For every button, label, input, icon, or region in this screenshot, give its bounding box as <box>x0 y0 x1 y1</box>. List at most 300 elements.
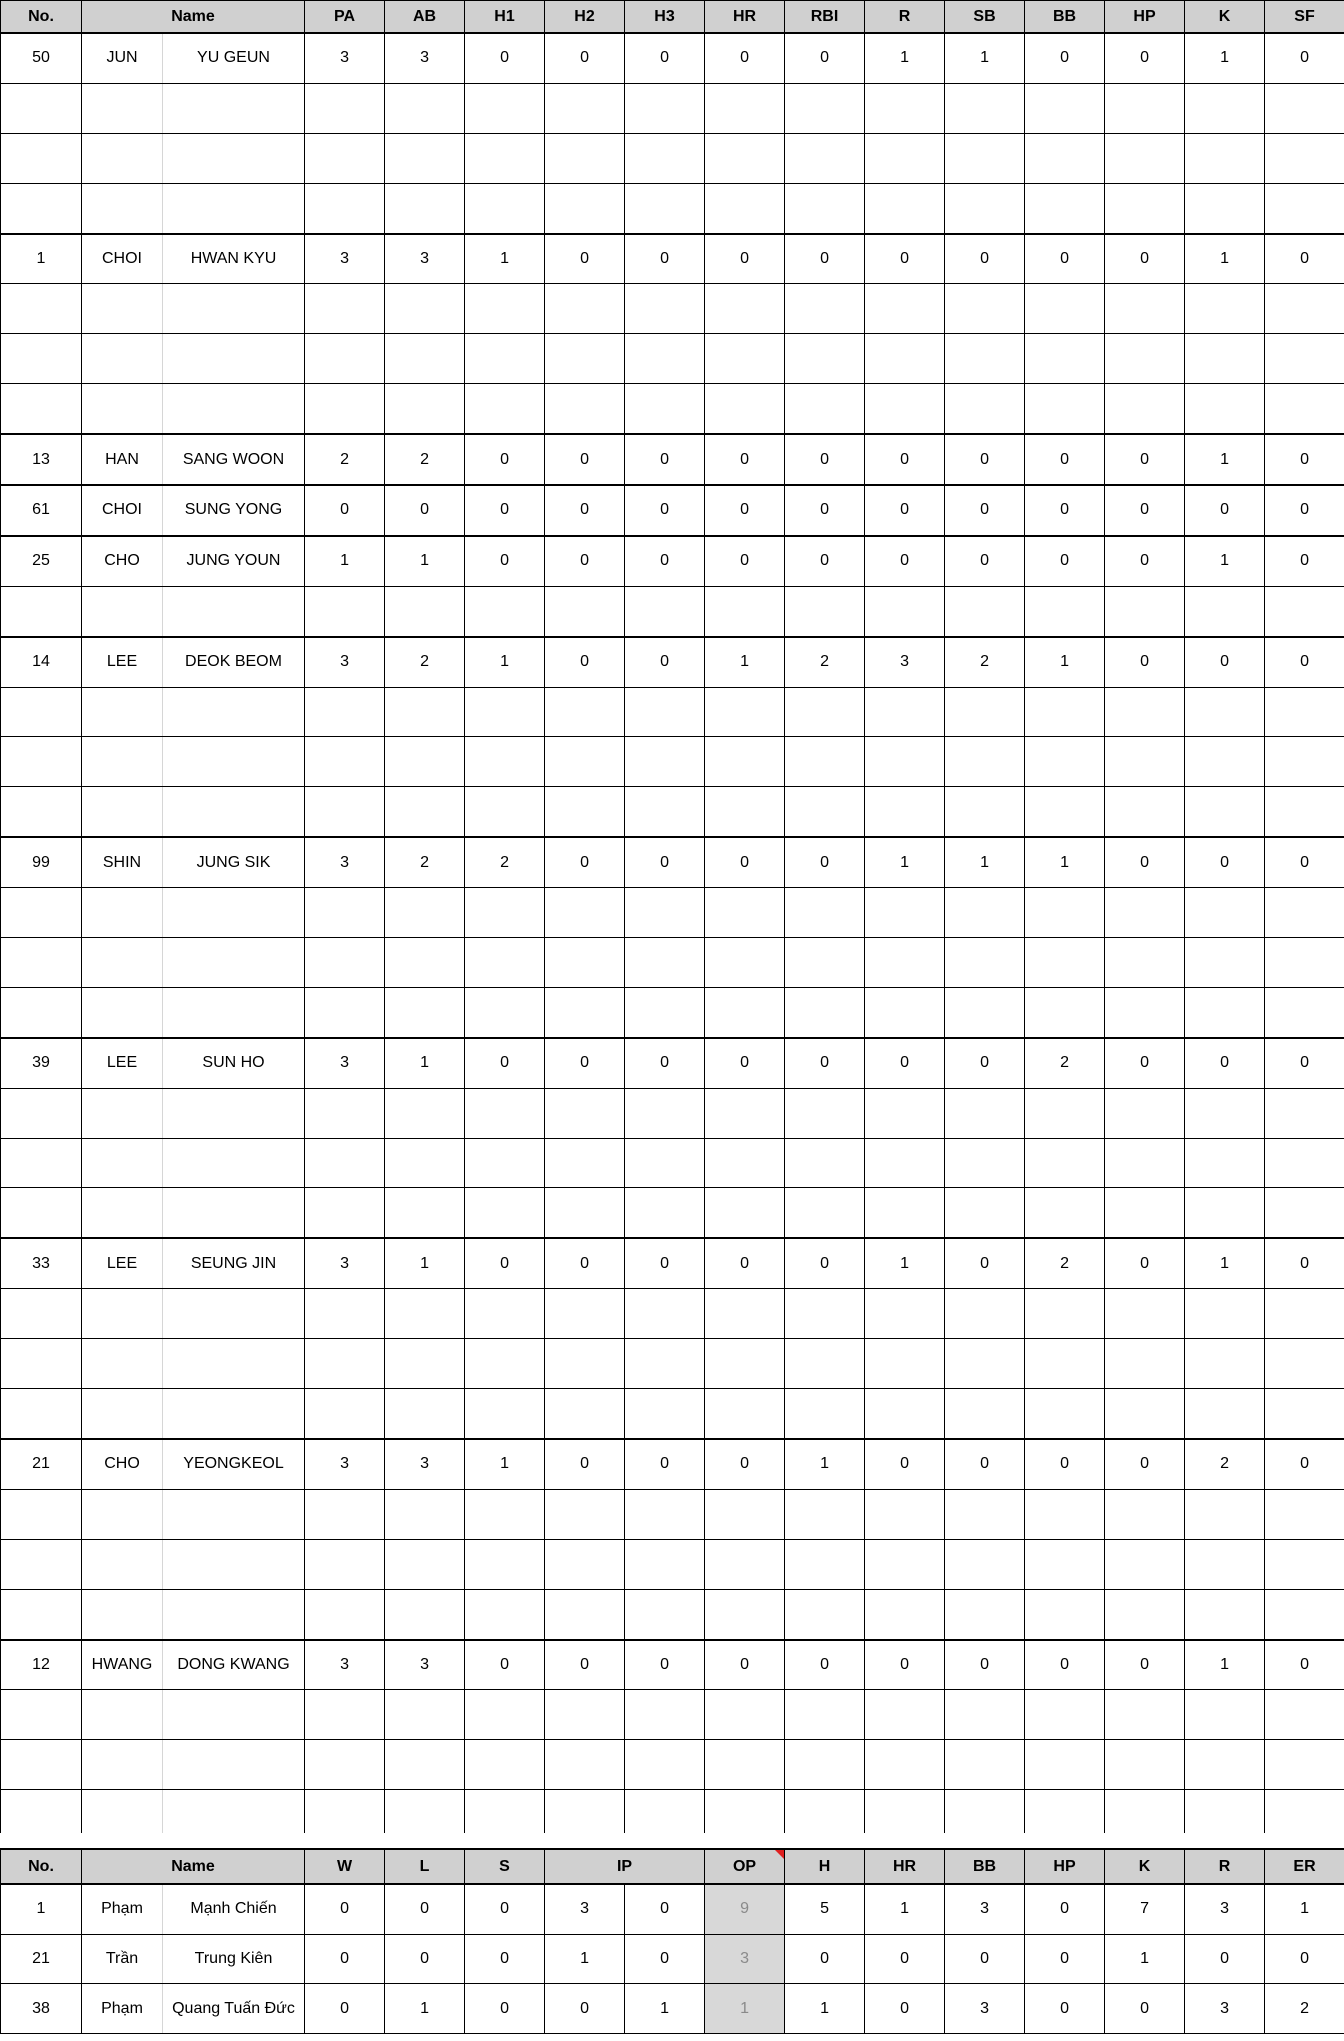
empty-cell[interactable] <box>385 737 465 787</box>
empty-cell[interactable] <box>1185 133 1265 183</box>
empty-cell[interactable] <box>163 687 305 737</box>
stat-h3-cell[interactable]: 0 <box>625 1640 705 1690</box>
empty-cell[interactable] <box>865 1389 945 1439</box>
stat-sb-cell[interactable]: 0 <box>945 485 1025 536</box>
empty-cell[interactable] <box>945 1088 1025 1138</box>
empty-cell[interactable] <box>785 83 865 133</box>
empty-cell[interactable] <box>465 1138 545 1188</box>
empty-cell[interactable] <box>705 1690 785 1740</box>
empty-cell[interactable] <box>625 687 705 737</box>
empty-cell[interactable] <box>1185 737 1265 787</box>
stat-bb-cell[interactable]: 3 <box>945 1984 1025 2034</box>
empty-cell[interactable] <box>545 284 625 334</box>
empty-cell[interactable] <box>163 1539 305 1589</box>
empty-cell[interactable] <box>785 1138 865 1188</box>
stat-h3-cell[interactable]: 0 <box>625 434 705 485</box>
empty-cell[interactable] <box>625 1389 705 1439</box>
empty-cell[interactable] <box>82 1389 163 1439</box>
empty-cell[interactable] <box>1185 1188 1265 1238</box>
empty-cell[interactable] <box>705 888 785 938</box>
stat-bb-cell[interactable]: 0 <box>1025 536 1105 586</box>
empty-cell[interactable] <box>82 284 163 334</box>
empty-cell[interactable] <box>465 1389 545 1439</box>
stat-k-cell[interactable]: 1 <box>1185 1640 1265 1690</box>
stat-hr-cell[interactable]: 1 <box>705 637 785 687</box>
empty-cell[interactable] <box>1185 1690 1265 1740</box>
stat-k-cell[interactable]: 0 <box>1185 485 1265 536</box>
stat-ip-outs-cell[interactable]: 1 <box>625 1984 705 2034</box>
empty-cell[interactable] <box>625 284 705 334</box>
empty-cell[interactable] <box>785 384 865 434</box>
stat-bb-cell[interactable]: 0 <box>1025 1640 1105 1690</box>
empty-cell[interactable] <box>1 737 82 787</box>
empty-cell[interactable] <box>705 1740 785 1790</box>
player-last-name-cell[interactable]: YU GEUN <box>163 33 305 83</box>
empty-cell[interactable] <box>545 938 625 988</box>
stat-s-cell[interactable]: 0 <box>465 1884 545 1934</box>
empty-cell[interactable] <box>1185 687 1265 737</box>
empty-cell[interactable] <box>625 1339 705 1389</box>
empty-cell[interactable] <box>705 987 785 1037</box>
empty-cell[interactable] <box>1185 1088 1265 1138</box>
empty-cell[interactable] <box>1025 284 1105 334</box>
empty-cell[interactable] <box>1185 284 1265 334</box>
empty-cell[interactable] <box>705 1589 785 1639</box>
pitcher-first-name-cell[interactable]: Phạm <box>82 1884 163 1934</box>
stat-hp-cell[interactable]: 0 <box>1105 1038 1185 1088</box>
empty-cell[interactable] <box>625 586 705 636</box>
empty-cell[interactable] <box>465 938 545 988</box>
stat-hr-cell[interactable]: 0 <box>705 536 785 586</box>
stat-h2-cell[interactable]: 0 <box>545 1238 625 1288</box>
stat-sf-cell[interactable]: 0 <box>1265 1038 1344 1088</box>
stat-ip-whole-cell[interactable]: 1 <box>545 1934 625 1984</box>
stat-hp-cell[interactable]: 0 <box>1105 1238 1185 1288</box>
empty-cell[interactable] <box>625 334 705 384</box>
empty-cell[interactable] <box>1 384 82 434</box>
empty-cell[interactable] <box>1105 1188 1185 1238</box>
empty-cell[interactable] <box>625 1289 705 1339</box>
stat-ab-cell[interactable]: 2 <box>385 434 465 485</box>
empty-cell[interactable] <box>705 83 785 133</box>
stat-r-cell[interactable]: 0 <box>865 234 945 284</box>
stat-h3-cell[interactable]: 0 <box>625 234 705 284</box>
empty-cell[interactable] <box>865 1138 945 1188</box>
stat-rbi-cell[interactable]: 1 <box>785 1439 865 1489</box>
empty-cell[interactable] <box>385 1489 465 1539</box>
empty-cell[interactable] <box>305 83 385 133</box>
empty-cell[interactable] <box>465 1740 545 1790</box>
empty-cell[interactable] <box>625 1740 705 1790</box>
empty-cell[interactable] <box>545 133 625 183</box>
empty-cell[interactable] <box>305 586 385 636</box>
empty-cell[interactable] <box>785 1389 865 1439</box>
player-last-name-cell[interactable]: DONG KWANG <box>163 1640 305 1690</box>
stat-bb-cell[interactable]: 0 <box>945 1934 1025 1984</box>
empty-cell[interactable] <box>385 1389 465 1439</box>
empty-cell[interactable] <box>1 888 82 938</box>
player-last-name-cell[interactable]: JUNG SIK <box>163 837 305 887</box>
empty-cell[interactable] <box>785 737 865 787</box>
empty-cell[interactable] <box>1265 1289 1344 1339</box>
empty-cell[interactable] <box>305 334 385 384</box>
empty-cell[interactable] <box>385 938 465 988</box>
empty-cell[interactable] <box>1 1339 82 1389</box>
stat-ip-whole-cell[interactable]: 3 <box>545 1884 625 1934</box>
empty-cell[interactable] <box>1105 787 1185 837</box>
empty-cell[interactable] <box>305 1589 385 1639</box>
empty-cell[interactable] <box>865 1539 945 1589</box>
empty-cell[interactable] <box>545 737 625 787</box>
stat-pa-cell[interactable]: 0 <box>305 485 385 536</box>
player-last-name-cell[interactable]: YEONGKEOL <box>163 1439 305 1489</box>
empty-cell[interactable] <box>1025 1289 1105 1339</box>
stat-h1-cell[interactable]: 0 <box>465 1038 545 1088</box>
empty-cell[interactable] <box>1265 787 1344 837</box>
empty-cell[interactable] <box>385 334 465 384</box>
empty-cell[interactable] <box>945 1740 1025 1790</box>
empty-cell[interactable] <box>1025 133 1105 183</box>
stat-h1-cell[interactable]: 2 <box>465 837 545 887</box>
stat-r-cell[interactable]: 0 <box>865 536 945 586</box>
empty-cell[interactable] <box>545 586 625 636</box>
stat-h1-cell[interactable]: 1 <box>465 1439 545 1489</box>
empty-cell[interactable] <box>545 384 625 434</box>
empty-cell[interactable] <box>305 384 385 434</box>
pitcher-first-name-cell[interactable]: Trần <box>82 1934 163 1984</box>
empty-cell[interactable] <box>1265 987 1344 1037</box>
stat-bb-cell[interactable]: 0 <box>1025 434 1105 485</box>
empty-cell[interactable] <box>545 888 625 938</box>
stat-h1-cell[interactable]: 0 <box>465 485 545 536</box>
empty-cell[interactable] <box>305 1389 385 1439</box>
stat-ab-cell[interactable]: 3 <box>385 1439 465 1489</box>
player-number-cell[interactable]: 33 <box>1 1238 82 1288</box>
empty-cell[interactable] <box>1185 938 1265 988</box>
empty-cell[interactable] <box>945 737 1025 787</box>
stat-hr-cell[interactable]: 0 <box>705 837 785 887</box>
empty-cell[interactable] <box>545 334 625 384</box>
empty-cell[interactable] <box>945 384 1025 434</box>
player-last-name-cell[interactable]: JUNG YOUN <box>163 536 305 586</box>
stat-l-cell[interactable]: 0 <box>385 1884 465 1934</box>
empty-cell[interactable] <box>1265 1088 1344 1138</box>
empty-cell[interactable] <box>82 1339 163 1389</box>
stat-bb-cell[interactable]: 0 <box>1025 485 1105 536</box>
empty-cell[interactable] <box>865 1740 945 1790</box>
stat-h3-cell[interactable]: 0 <box>625 536 705 586</box>
empty-cell[interactable] <box>625 987 705 1037</box>
empty-cell[interactable] <box>1105 1539 1185 1589</box>
empty-cell[interactable] <box>1 687 82 737</box>
stat-k-cell[interactable]: 1 <box>1185 234 1265 284</box>
stat-ab-cell[interactable]: 3 <box>385 1640 465 1690</box>
pitcher-last-name-cell[interactable]: Trung Kiên <box>163 1934 305 1984</box>
empty-cell[interactable] <box>465 1489 545 1539</box>
empty-cell[interactable] <box>625 938 705 988</box>
empty-cell[interactable] <box>1105 987 1185 1037</box>
empty-cell[interactable] <box>1105 586 1185 636</box>
stat-hr-cell[interactable]: 1 <box>865 1884 945 1934</box>
player-first-name-cell[interactable]: SHIN <box>82 837 163 887</box>
stat-h3-cell[interactable]: 0 <box>625 637 705 687</box>
empty-cell[interactable] <box>305 1339 385 1389</box>
empty-cell[interactable] <box>305 987 385 1037</box>
empty-cell[interactable] <box>82 1690 163 1740</box>
empty-cell[interactable] <box>625 1188 705 1238</box>
stat-rbi-cell[interactable]: 0 <box>785 1640 865 1690</box>
empty-cell[interactable] <box>945 334 1025 384</box>
player-first-name-cell[interactable]: LEE <box>82 1238 163 1288</box>
stat-s-cell[interactable]: 0 <box>465 1934 545 1984</box>
empty-cell[interactable] <box>705 1489 785 1539</box>
empty-cell[interactable] <box>385 987 465 1037</box>
stat-h1-cell[interactable]: 1 <box>465 234 545 284</box>
empty-cell[interactable] <box>1025 384 1105 434</box>
empty-cell[interactable] <box>865 183 945 233</box>
empty-cell[interactable] <box>1025 1188 1105 1238</box>
empty-cell[interactable] <box>163 83 305 133</box>
empty-cell[interactable] <box>705 737 785 787</box>
stat-r-cell[interactable]: 1 <box>865 33 945 83</box>
empty-cell[interactable] <box>705 183 785 233</box>
stat-hp-cell[interactable]: 0 <box>1105 234 1185 284</box>
stat-ip-whole-cell[interactable]: 0 <box>545 1984 625 2034</box>
empty-cell[interactable] <box>305 787 385 837</box>
empty-cell[interactable] <box>305 1188 385 1238</box>
empty-cell[interactable] <box>82 334 163 384</box>
stat-er-cell[interactable]: 1 <box>1265 1884 1344 1934</box>
empty-cell[interactable] <box>1025 1589 1105 1639</box>
empty-cell[interactable] <box>545 1539 625 1589</box>
empty-cell[interactable] <box>1265 334 1344 384</box>
stat-r-cell[interactable]: 0 <box>865 1640 945 1690</box>
player-first-name-cell[interactable]: LEE <box>82 637 163 687</box>
empty-cell[interactable] <box>163 284 305 334</box>
empty-cell[interactable] <box>785 1589 865 1639</box>
empty-cell[interactable] <box>545 1489 625 1539</box>
player-first-name-cell[interactable]: CHOI <box>82 234 163 284</box>
empty-cell[interactable] <box>705 1389 785 1439</box>
empty-cell[interactable] <box>1265 737 1344 787</box>
empty-cell[interactable] <box>1105 1138 1185 1188</box>
empty-cell[interactable] <box>1 1690 82 1740</box>
empty-cell[interactable] <box>945 888 1025 938</box>
empty-cell[interactable] <box>1025 1088 1105 1138</box>
empty-cell[interactable] <box>385 1289 465 1339</box>
empty-cell[interactable] <box>705 384 785 434</box>
empty-cell[interactable] <box>865 1589 945 1639</box>
stat-w-cell[interactable]: 0 <box>305 1984 385 2034</box>
stat-pa-cell[interactable]: 3 <box>305 33 385 83</box>
stat-h1-cell[interactable]: 0 <box>465 434 545 485</box>
empty-cell[interactable] <box>545 1138 625 1188</box>
empty-cell[interactable] <box>1025 987 1105 1037</box>
empty-cell[interactable] <box>385 384 465 434</box>
stat-ip-outs-cell[interactable]: 0 <box>625 1934 705 1984</box>
stat-hr-cell[interactable]: 0 <box>705 1238 785 1288</box>
empty-cell[interactable] <box>305 284 385 334</box>
empty-cell[interactable] <box>785 938 865 988</box>
player-first-name-cell[interactable]: CHO <box>82 536 163 586</box>
stat-sf-cell[interactable]: 0 <box>1265 234 1344 284</box>
empty-cell[interactable] <box>465 183 545 233</box>
stat-bb-cell[interactable]: 3 <box>945 1884 1025 1934</box>
empty-cell[interactable] <box>163 1489 305 1539</box>
stat-pa-cell[interactable]: 3 <box>305 1038 385 1088</box>
player-number-cell[interactable]: 39 <box>1 1038 82 1088</box>
empty-cell[interactable] <box>305 737 385 787</box>
empty-cell[interactable] <box>1025 687 1105 737</box>
empty-cell[interactable] <box>163 938 305 988</box>
empty-cell[interactable] <box>1105 1740 1185 1790</box>
empty-cell[interactable] <box>705 687 785 737</box>
empty-cell[interactable] <box>945 938 1025 988</box>
empty-cell[interactable] <box>305 1740 385 1790</box>
empty-cell[interactable] <box>1185 1539 1265 1589</box>
stat-hr-cell[interactable]: 0 <box>705 234 785 284</box>
empty-cell[interactable] <box>865 1690 945 1740</box>
empty-cell[interactable] <box>545 83 625 133</box>
empty-cell[interactable] <box>1185 987 1265 1037</box>
stat-h1-cell[interactable]: 0 <box>465 1640 545 1690</box>
stat-s-cell[interactable]: 0 <box>465 1984 545 2034</box>
empty-cell[interactable] <box>545 1289 625 1339</box>
stat-pa-cell[interactable]: 2 <box>305 434 385 485</box>
stat-ab-cell[interactable]: 1 <box>385 536 465 586</box>
empty-cell[interactable] <box>785 1740 865 1790</box>
stat-sf-cell[interactable]: 0 <box>1265 434 1344 485</box>
stat-r-cell[interactable]: 3 <box>1185 1884 1265 1934</box>
empty-cell[interactable] <box>705 938 785 988</box>
empty-cell[interactable] <box>305 133 385 183</box>
empty-cell[interactable] <box>625 133 705 183</box>
empty-cell[interactable] <box>1185 1489 1265 1539</box>
empty-cell[interactable] <box>82 384 163 434</box>
player-number-cell[interactable]: 12 <box>1 1640 82 1690</box>
empty-cell[interactable] <box>385 1589 465 1639</box>
stat-sb-cell[interactable]: 1 <box>945 33 1025 83</box>
empty-cell[interactable] <box>945 1539 1025 1589</box>
empty-cell[interactable] <box>705 334 785 384</box>
stat-h2-cell[interactable]: 0 <box>545 637 625 687</box>
empty-cell[interactable] <box>1025 1690 1105 1740</box>
empty-cell[interactable] <box>163 183 305 233</box>
empty-cell[interactable] <box>465 284 545 334</box>
stat-ab-cell[interactable]: 2 <box>385 837 465 887</box>
empty-cell[interactable] <box>705 787 785 837</box>
empty-cell[interactable] <box>545 1740 625 1790</box>
empty-cell[interactable] <box>545 183 625 233</box>
empty-cell[interactable] <box>1105 1489 1185 1539</box>
empty-cell[interactable] <box>1265 888 1344 938</box>
pitcher-last-name-cell[interactable]: Quang Tuấn Đức <box>163 1984 305 2034</box>
stat-rbi-cell[interactable]: 0 <box>785 536 865 586</box>
empty-cell[interactable] <box>1265 284 1344 334</box>
empty-cell[interactable] <box>705 133 785 183</box>
player-last-name-cell[interactable]: DEOK BEOM <box>163 637 305 687</box>
empty-cell[interactable] <box>545 1589 625 1639</box>
empty-cell[interactable] <box>82 787 163 837</box>
empty-cell[interactable] <box>785 888 865 938</box>
empty-cell[interactable] <box>1025 334 1105 384</box>
empty-cell[interactable] <box>705 586 785 636</box>
empty-cell[interactable] <box>785 987 865 1037</box>
stat-sf-cell[interactable]: 0 <box>1265 536 1344 586</box>
empty-cell[interactable] <box>305 1489 385 1539</box>
player-number-cell[interactable]: 61 <box>1 485 82 536</box>
stat-h-cell[interactable]: 5 <box>785 1884 865 1934</box>
empty-cell[interactable] <box>1105 384 1185 434</box>
stat-l-cell[interactable]: 0 <box>385 1934 465 1984</box>
empty-cell[interactable] <box>1025 183 1105 233</box>
empty-cell[interactable] <box>1265 1690 1344 1740</box>
empty-cell[interactable] <box>385 1088 465 1138</box>
stat-k-cell[interactable]: 1 <box>1185 1238 1265 1288</box>
empty-cell[interactable] <box>625 1539 705 1589</box>
empty-cell[interactable] <box>1 1389 82 1439</box>
empty-cell[interactable] <box>1185 83 1265 133</box>
empty-cell[interactable] <box>1265 1489 1344 1539</box>
empty-cell[interactable] <box>305 1088 385 1138</box>
empty-cell[interactable] <box>385 133 465 183</box>
empty-cell[interactable] <box>1 1138 82 1188</box>
empty-cell[interactable] <box>945 284 1025 334</box>
empty-cell[interactable] <box>1025 1389 1105 1439</box>
stat-h-cell[interactable]: 1 <box>785 1984 865 2034</box>
empty-cell[interactable] <box>465 687 545 737</box>
stat-bb-cell[interactable]: 0 <box>1025 33 1105 83</box>
stat-h2-cell[interactable]: 0 <box>545 434 625 485</box>
empty-cell[interactable] <box>1105 1088 1185 1138</box>
empty-cell[interactable] <box>945 987 1025 1037</box>
empty-cell[interactable] <box>465 1539 545 1589</box>
empty-cell[interactable] <box>1 1489 82 1539</box>
stat-pa-cell[interactable]: 3 <box>305 234 385 284</box>
stat-er-cell[interactable]: 0 <box>1265 1934 1344 1984</box>
empty-cell[interactable] <box>465 133 545 183</box>
empty-cell[interactable] <box>545 987 625 1037</box>
stat-r-cell[interactable]: 3 <box>1185 1984 1265 2034</box>
empty-cell[interactable] <box>785 586 865 636</box>
stat-pa-cell[interactable]: 3 <box>305 1640 385 1690</box>
stat-sb-cell[interactable]: 0 <box>945 1038 1025 1088</box>
empty-cell[interactable] <box>865 384 945 434</box>
empty-cell[interactable] <box>945 586 1025 636</box>
empty-cell[interactable] <box>545 687 625 737</box>
stat-r-cell[interactable]: 0 <box>865 1439 945 1489</box>
empty-cell[interactable] <box>545 1690 625 1740</box>
empty-cell[interactable] <box>163 1740 305 1790</box>
stat-h3-cell[interactable]: 0 <box>625 837 705 887</box>
empty-cell[interactable] <box>865 133 945 183</box>
empty-cell[interactable] <box>785 1339 865 1389</box>
player-first-name-cell[interactable]: CHO <box>82 1439 163 1489</box>
empty-cell[interactable] <box>1185 384 1265 434</box>
empty-cell[interactable] <box>465 1589 545 1639</box>
stat-h1-cell[interactable]: 1 <box>465 637 545 687</box>
stat-ab-cell[interactable]: 0 <box>385 485 465 536</box>
empty-cell[interactable] <box>945 1690 1025 1740</box>
stat-rbi-cell[interactable]: 0 <box>785 33 865 83</box>
player-first-name-cell[interactable]: CHOI <box>82 485 163 536</box>
empty-cell[interactable] <box>705 1339 785 1389</box>
stat-sb-cell[interactable]: 0 <box>945 1640 1025 1690</box>
stat-h2-cell[interactable]: 0 <box>545 1640 625 1690</box>
empty-cell[interactable] <box>1 1289 82 1339</box>
empty-cell[interactable] <box>1105 1389 1185 1439</box>
stat-h3-cell[interactable]: 0 <box>625 485 705 536</box>
